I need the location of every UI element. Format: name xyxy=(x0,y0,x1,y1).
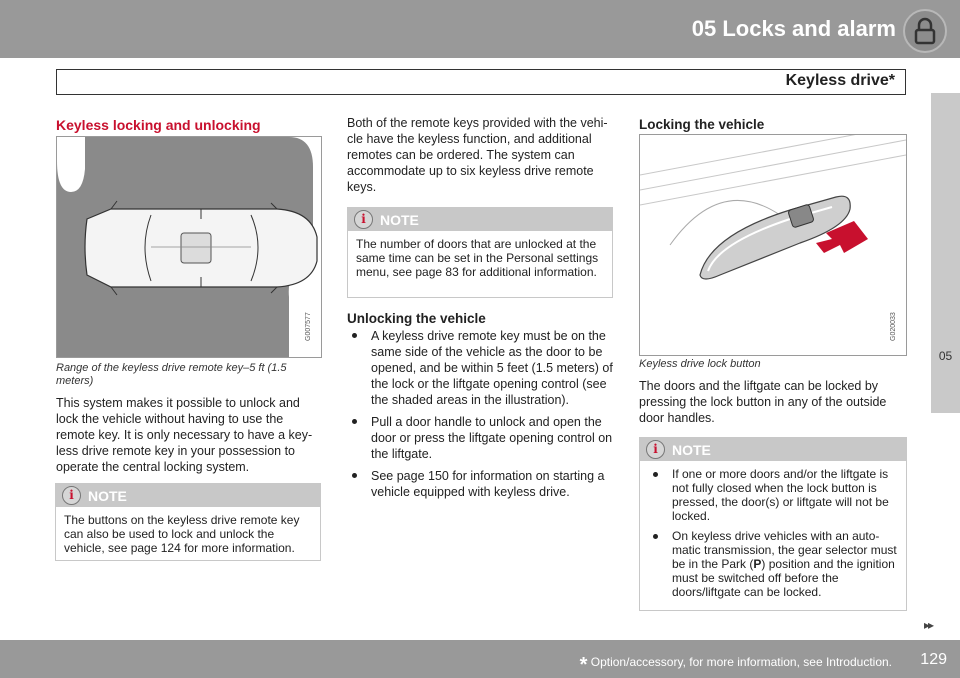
info-icon: i xyxy=(354,210,373,229)
info-icon: i xyxy=(62,486,81,505)
note-label: NOTE xyxy=(88,488,127,504)
locking-heading: Locking the vehicle xyxy=(639,117,765,132)
note-label: NOTE xyxy=(672,442,711,458)
note-header xyxy=(640,438,906,461)
locking-note-list xyxy=(648,467,898,599)
note-text: The number of doors that are unlocked at the same time can be set in the Personal settings menu, see page 83 for additional information. xyxy=(356,237,599,279)
remote-keys-paragraph: Both of the remote keys provided with the vehi-cle have the keyless function, and additional remotes can be ordered. The system can accommodate up to six keyless drive remote keys. xyxy=(347,116,608,194)
figure-code: G020033 xyxy=(890,312,897,341)
unlocking-heading: Unlocking the vehicle xyxy=(347,311,486,326)
intro-paragraph: This system makes it possible to unlock and lock the vehicle without having to use the remote key. It is only necessary to have a key-less drive remote key in your possession to operate the central locking system. xyxy=(56,396,313,474)
figure-code: G007577 xyxy=(305,312,312,341)
park-letter: P xyxy=(753,557,762,571)
note-header xyxy=(56,484,320,507)
list-item: Pull a door handle to unlock and open the door or press the liftgate opening control on the liftgate. xyxy=(347,414,617,462)
footnote-star: * xyxy=(579,654,588,676)
chapter-side-tab xyxy=(931,93,960,413)
note-header xyxy=(348,208,612,231)
chapter-title: 05 Locks and alarm xyxy=(691,16,896,41)
footer-bar xyxy=(0,640,960,678)
door-handle-figure xyxy=(639,134,907,356)
section-title: Keyless drive* xyxy=(785,72,895,89)
list-item: See page 150 for information on starting a vehicle equipped with keyless drive. xyxy=(347,468,617,500)
text-run: On keyless drive vehicles with an auto-matic transmission, the gear selector must be in the Park ( xyxy=(672,529,897,571)
note-text xyxy=(640,461,906,611)
note-label: NOTE xyxy=(380,212,419,228)
figure-caption: Range of the keyless drive remote key–5 ft (1.5 meters) xyxy=(56,362,287,387)
figure-caption: Keyless drive lock button xyxy=(639,358,761,370)
list-item xyxy=(648,529,898,599)
chapter-header-bar xyxy=(0,0,960,58)
text-run: ) position and the ignition must be switched off before the doors/liftgate can be locked. xyxy=(672,557,895,599)
note-text: The buttons on the keyless drive remote key can also be used to lock and unlock the vehicle, see page 124 for more information. xyxy=(64,513,300,555)
list-item: If one or more doors and/or the liftgate is not fully closed when the lock button is pressed, the door(s) or liftgate will not be locked. xyxy=(648,467,898,523)
unlocking-list xyxy=(347,328,617,500)
page-number: 129 xyxy=(920,651,947,668)
double-chevron-right-icon[interactable]: ▸▸ xyxy=(924,618,933,632)
info-icon: i xyxy=(646,440,665,459)
chapter-number: 05 xyxy=(938,349,953,363)
note-box-remote-buttons xyxy=(55,483,321,561)
section-header xyxy=(56,69,906,95)
footnote xyxy=(580,654,892,677)
list-item: A keyless drive remote key must be on the same side of the vehicle as the door to be opened, and be within 5 feet (1.5 meters) of the lock or the liftgate opening control (see the shaded areas in the illustration). xyxy=(347,328,617,408)
note-box-doors-unlocked xyxy=(347,207,613,298)
unlocking-list-container xyxy=(347,328,617,506)
lock-button-paragraph: The doors and the liftgate can be locked by pressing the lock button in any of the outside door handles. xyxy=(639,379,887,425)
footnote-text: Option/accessory, for more information, see Introduction. xyxy=(590,655,892,669)
keyless-locking-heading: Keyless locking and unlocking xyxy=(56,117,261,133)
padlock-icon xyxy=(903,9,947,53)
note-box-locking xyxy=(639,437,907,611)
keyless-range-figure xyxy=(56,136,322,358)
